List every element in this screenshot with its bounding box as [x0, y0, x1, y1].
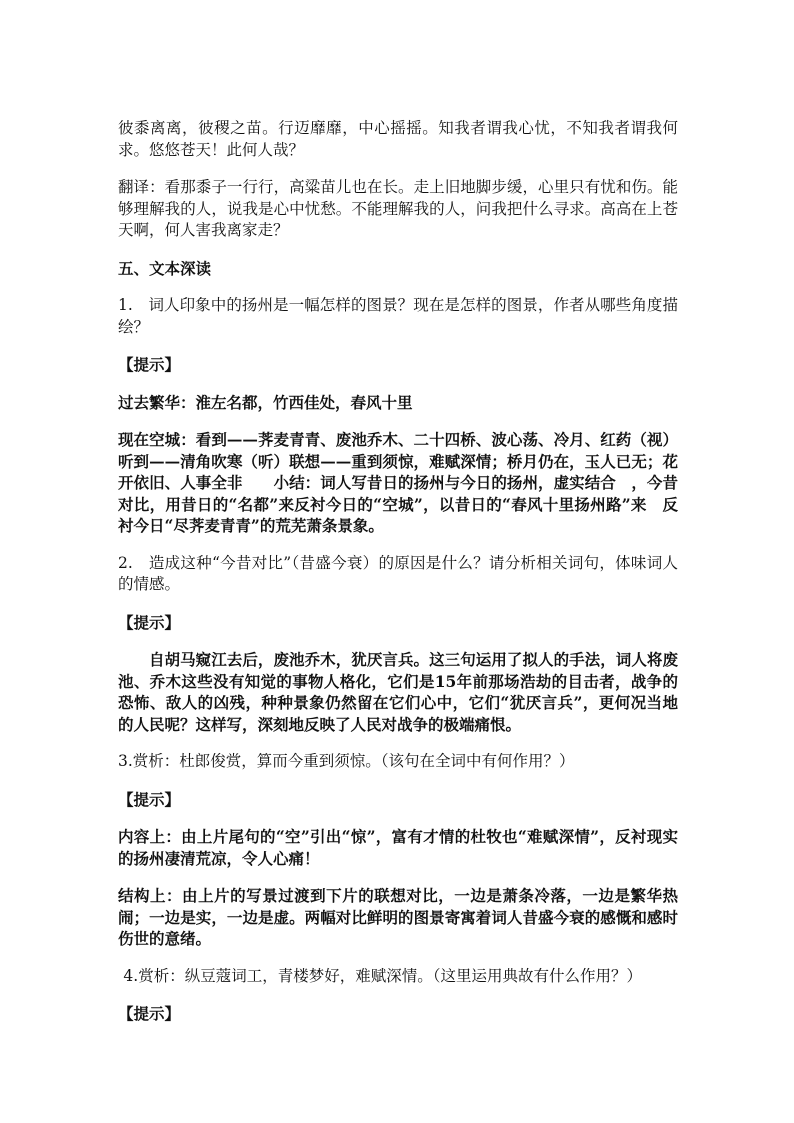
translation-paragraph: 翻译：看那黍子一行行，高粱苗儿也在长。走上旧地脚步缓，心里只有忧和伤。能够理解我的人，说我是心中忧愁。不能理解我的人，问我把什么寻求。高高在上苍天啊，何人害我离家走？	[118, 178, 678, 239]
answer-3-structure: 结构上：由上片的写景过渡到下片的联想对比，一边是萧条冷落，一边是繁华热闹；一边是实，一边是虚。两幅对比鲜明的图景寄寓着词人昔盛今衰的感慨和感时伤世的意绪。	[118, 886, 678, 948]
question-1: 1. 词人印象中的扬州是一幅怎样的图景？现在是怎样的图景，作者从哪些角度描绘？	[118, 296, 678, 336]
answer-present-empty-city: 现在空城：看到——荠麦青青、废池乔木、二十四桥、波心荡、冷月、红药（视）听到——清角吹寒（听）联想——重到须惊，难赋深情；桥月仍在，玉人已无；花开依旧、人事全非 小结：词人写昔日的扬州与今日的扬州，虚实结合 ，今昔对比，用昔日的“名都”来反衬今日的“空城”，以昔日的“春风十里扬州路”来 反衬今日“尽荠麦青青”的荒芜萧条景象。	[118, 430, 678, 535]
hint-label-3: 【提示】	[118, 789, 181, 809]
hint-label-4: 【提示】	[118, 1004, 181, 1023]
document-page	[118, 118, 678, 1041]
poem-excerpt: 彼黍离离，彼稷之苗。行迈靡靡，中心摇摇。知我者谓我心忧，不知我者谓我何求。悠悠苍天！此何人哉？	[118, 119, 678, 159]
answer-3-content: 内容上：由上片尾句的“空”引出“惊”，富有才情的杜牧也“难赋深情”，反衬现实的扬州凄清荒凉，令人心痛！	[118, 827, 678, 868]
hint-label-2: 【提示】	[118, 612, 181, 632]
section-heading: 五、文本深读	[118, 258, 212, 278]
question-2: 2. 造成这种“今昔对比”（昔盛今衰）的原因是什么？请分析相关词句，体味词人的情感。	[118, 553, 678, 593]
question-3: 3.赏析：杜郎俊赏，算而今重到须惊。（该句在全词中有何作用？）	[118, 752, 575, 770]
hint-label-1: 【提示】	[118, 355, 181, 374]
answer-past-prosperity: 过去繁华：淮左名都，竹西佳处，春风十里	[118, 392, 413, 412]
question-4: 4.赏析：纵豆蔻词工，青楼梦好，难赋深情。（这里运用典故有什么作用？）	[123, 966, 642, 985]
answer-2: 自胡马窥江去后，废池乔木，犹厌言兵。这三句运用了拟人的手法，词人将废池、乔木这些没有知觉的事物人格化，它们是15年前那场浩劫的目击者，战争的恐怖、敌人的凶残，种种景象仍然留在它们心中，它们“犹厌言兵”，更何况当地的人民呢？这样写，深刻地反映了人民对战争的极端痛恨。	[118, 650, 678, 734]
